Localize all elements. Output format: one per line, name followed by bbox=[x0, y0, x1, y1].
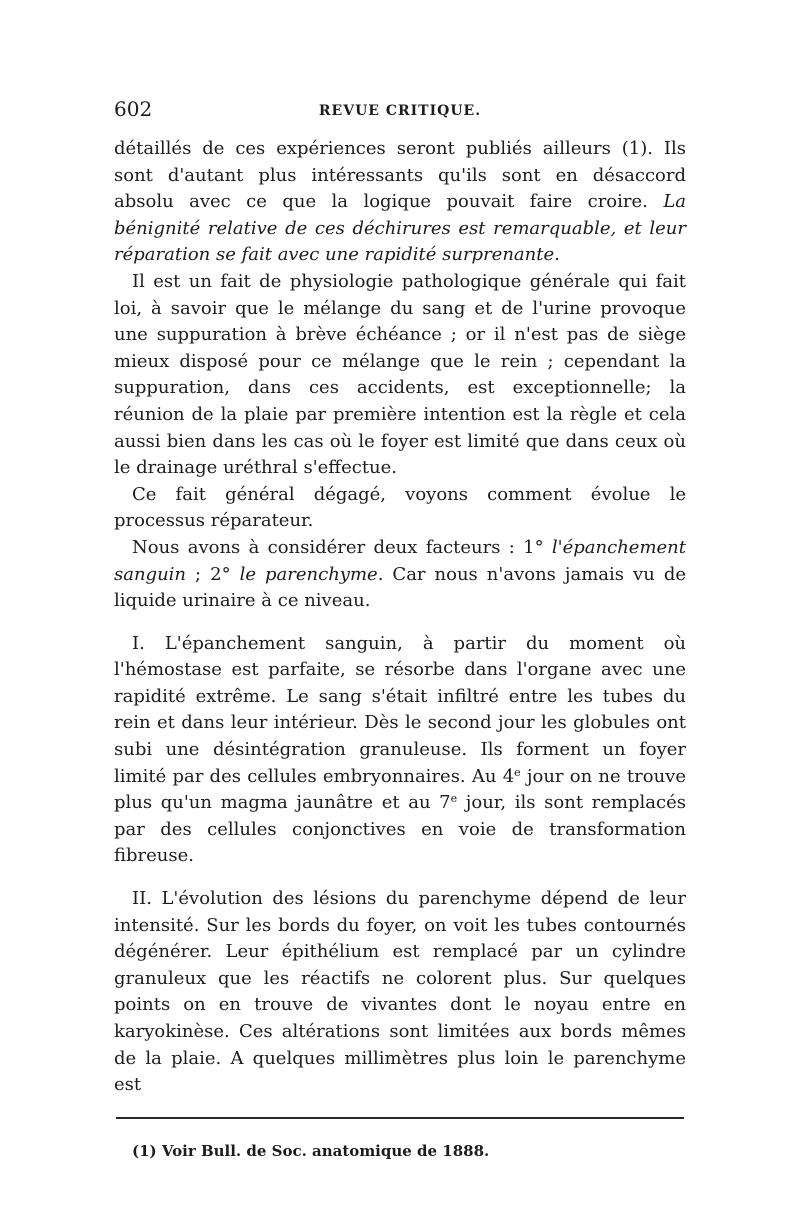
page-number: 602 bbox=[114, 97, 153, 121]
paragraph-4-italic-b: le parenchyme bbox=[239, 563, 378, 585]
paragraph-4-text-c: . Car nous n'avons jamais vu de liquide urinaire à ce niveau. bbox=[114, 563, 686, 612]
paragraph-1-text: détaillés de ces expériences seront publiés ailleurs (1). Ils sont d'autant plus intéressants qu'ils sont en désaccord absolu avec ce que la logique pouvait faire croire. bbox=[114, 138, 686, 213]
paragraph-4-text-b: ; 2° bbox=[186, 563, 240, 585]
paragraph-3: Ce fait général dégagé, voyons comment évolue le processus réparateur. bbox=[114, 483, 686, 532]
footnote: (1) Voir Bull. de Soc. anatomique de 1888. bbox=[132, 1141, 490, 1160]
paragraph-1-italic: La bénignité relative de ces déchirures est remarquable, et leur réparation se fait avec une rapidité surprenante. bbox=[114, 191, 686, 266]
paragraph-5 bbox=[114, 631, 686, 870]
paragraph-1 bbox=[114, 136, 686, 269]
ordinal-superscript: e bbox=[514, 765, 521, 779]
ordinal-superscript: e bbox=[450, 792, 458, 806]
running-title: REVUE CRITIQUE. bbox=[318, 103, 482, 119]
paragraph-5-text-a: I. L'épanchement sanguin, à partir du moment où l'hémostase est parfaite, se résorbe dans l'organe avec une rapidité extrême. Le sang s'était infiltré entre les tubes du rein et dans leur intérieur. Dès le second jour les globules ont subi une désintégration granuleuse. Ils forment un foyer limité par des cellules embryonnaires. Au 4 bbox=[114, 632, 686, 787]
paragraph-4-italic-a: l'épanchement sanguin bbox=[114, 536, 686, 585]
paragraph-4 bbox=[114, 535, 686, 615]
paragraph-5-text-b: jour on ne trouve plus qu'un magma jaunâtre et au 7 bbox=[114, 765, 686, 814]
paragraph-5-text-c: jour, ils sont remplacés par des cellules conjonctives en voie de transformation fibreuse. bbox=[114, 792, 686, 867]
paragraph-2: Il est un fait de physiologie pathologique générale qui fait loi, à savoir que le mélange du sang et de l'urine provoque une suppuration à brève échéance ; or il n'est pas de siège mieux disposé pour ce mélange que le rein ; cependant la suppuration, dans ces accidents, est exceptionnelle; la réunion de la plaie par première intention est la règle et cela aussi bien dans les cas où le foyer est limité que dans ceux où le drainage uréthral s'effectue. bbox=[114, 270, 686, 479]
body-text bbox=[114, 136, 686, 1099]
book-page bbox=[114, 96, 686, 1161]
running-head bbox=[114, 96, 686, 122]
footnote-divider bbox=[116, 1117, 684, 1119]
paragraph-6: II. L'évolution des lésions du parenchyme dépend de leur intensité. Sur les bords du foyer, on voit les tubes contournés dégénérer. Leur épithélium est remplacé par un cylindre granuleux que les réactifs ne colorent plus. Sur quelques points on en trouve de vivantes dont le noyau entre en karyokinèse. Ces altérations sont limitées aux bords mêmes de la plaie. A quelques millimètres plus loin le parenchyme est bbox=[114, 888, 686, 1096]
paragraph-4-text-a: Nous avons à considérer deux facteurs : 1° bbox=[132, 536, 552, 558]
